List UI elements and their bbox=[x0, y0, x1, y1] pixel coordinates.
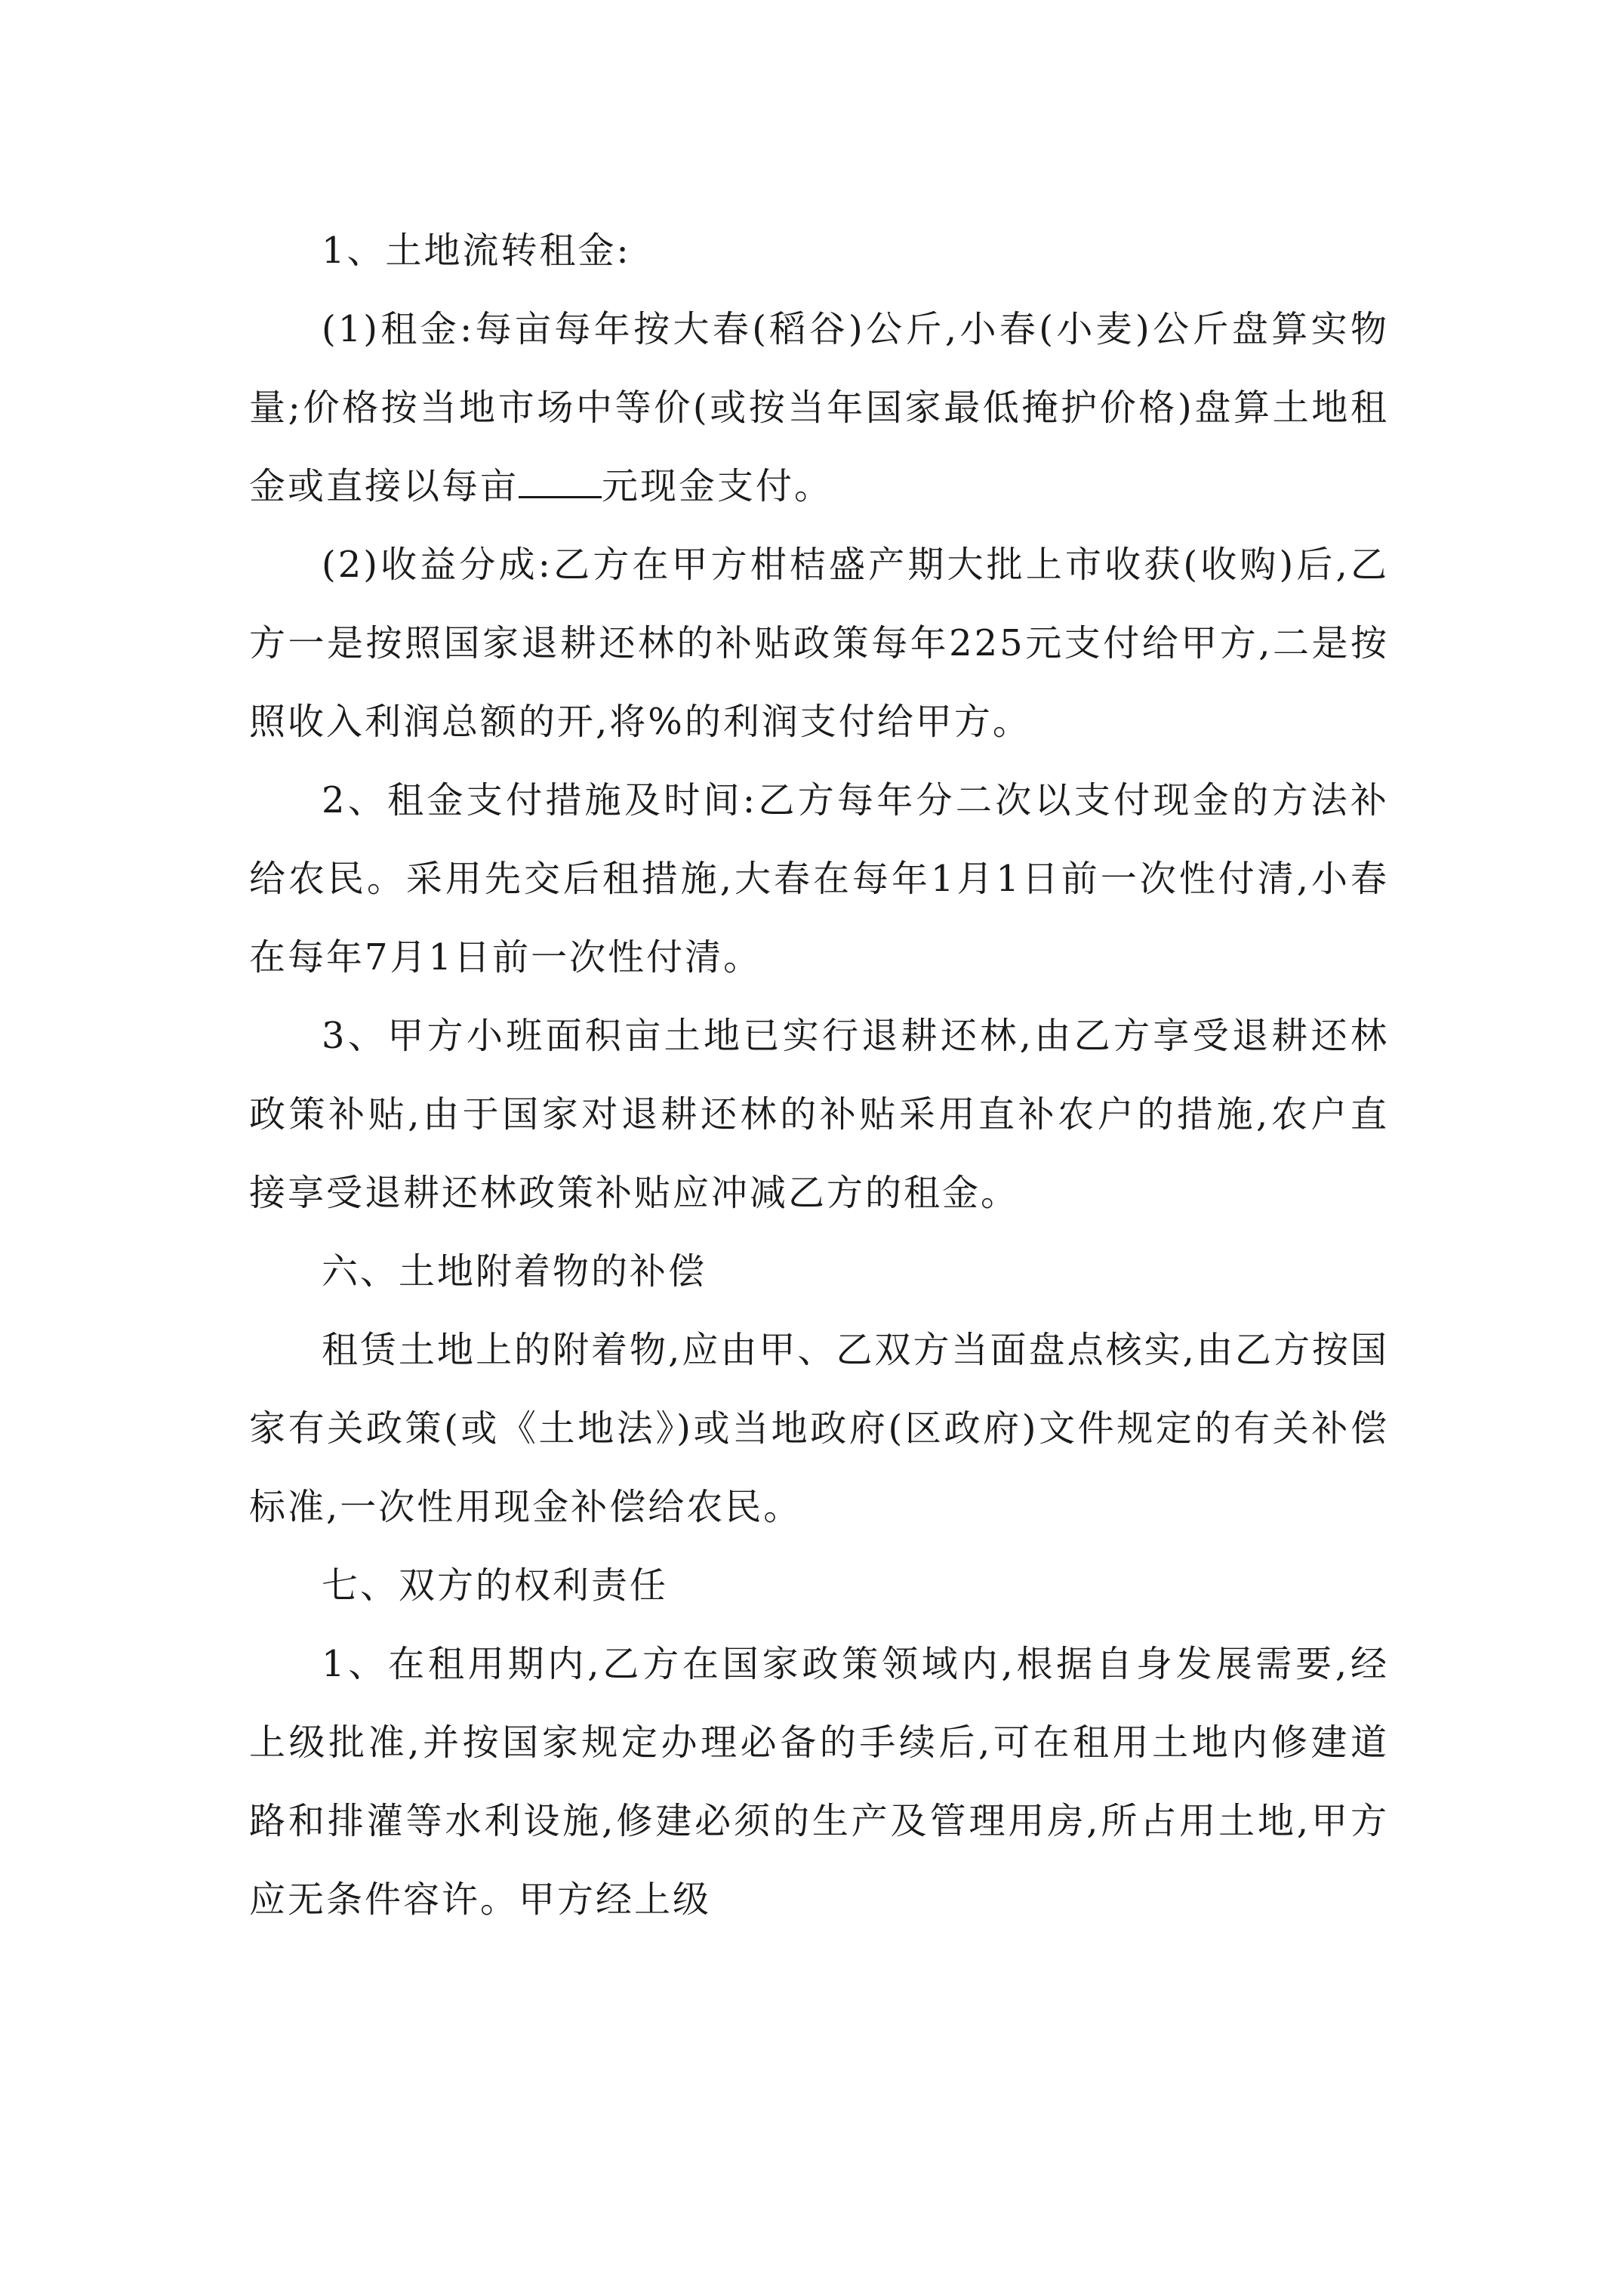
paragraph-rights-1: 1、在租用期内,乙方在国家政策领域内,根据自身发展需要,经上级批准,并按国家规定办理必备的手续后,可在租用土地内修建道路和排灌等水利设施,修建必须的生产及管理用房,所占用土地,甲方应无条件容许。甲方经上级 bbox=[249, 1643, 1389, 1921]
rent-text-after-blank: 元现金支付。 bbox=[602, 465, 833, 507]
paragraph-reforestation-subsidy: 3、甲方小班面积亩土地已实行退耕还林,由乙方享受退耕还林政策补贴,由于国家对退耕还林的补贴采用直补农户的措施,农户直接享受退耕还林政策补贴应冲减乙方的租金。 bbox=[249, 1015, 1389, 1214]
paragraph-payment-method: 2、租金支付措施及时间:乙方每年分二次以支付现金的方法补给农民。采用先交后租措施,大春在每年1月1日前一次性付清,小春在每年7月1日前一次性付清。 bbox=[249, 779, 1389, 978]
section-heading-rights: 七、双方的权利责任 bbox=[322, 1564, 669, 1607]
blank-underline bbox=[519, 466, 602, 498]
section-heading-compensation: 六、土地附着物的补偿 bbox=[322, 1250, 707, 1293]
paragraph-revenue-share: (2)收益分成:乙方在甲方柑桔盛产期大批上市收获(收购)后,乙方一是按照国家退耕还林的补贴政策每年225元支付给甲方,二是按照收入利润总额的开,将%的利润支付给甲方。 bbox=[249, 544, 1389, 743]
paragraph-compensation: 租赁土地上的附着物,应由甲、乙双方当面盘点核实,由乙方按国家有关政策(或《土地法》)或当地政府(区政府)文件规定的有关补偿标准,一次性用现金补偿给农民。 bbox=[249, 1329, 1389, 1528]
paragraph-rent-heading: 1、土地流转租金: bbox=[322, 230, 631, 272]
document-body bbox=[249, 211, 1389, 1939]
rent-text-before-blank: (1)租金:每亩每年按大春(稻谷)公斤,小春(小麦)公斤盘算实物量;价格按当地市场中等价(或按当年国家最低掩护价格)盘算土地租金或直接以每亩 bbox=[249, 308, 1389, 507]
paragraph-rent-detail bbox=[249, 290, 1389, 525]
